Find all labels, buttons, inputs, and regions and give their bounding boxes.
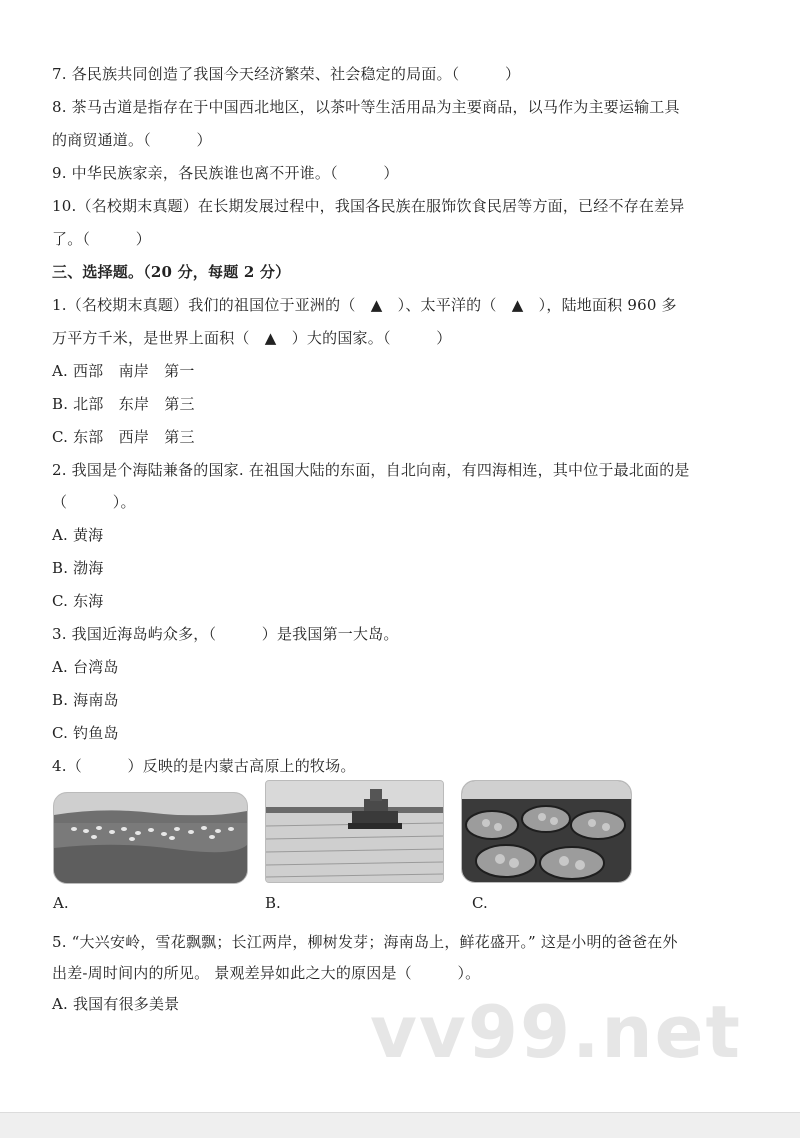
- question-5-option-a: A. 我国有很多美景: [52, 995, 180, 1013]
- photo-market-baskets: [461, 780, 632, 883]
- question-8-line-2: 的商贸通道。（ ）: [52, 131, 212, 149]
- section-title-choice: 三、选择题。（20 分，每题 2 分）: [52, 263, 291, 281]
- question-1-option-a: A. 西部 南岸 第一: [52, 362, 195, 380]
- photo-caption-a: A.: [53, 894, 69, 912]
- question-2-option-b: B. 渤海: [52, 559, 104, 577]
- question-1-option-c: C. 东部 西岸 第三: [52, 428, 195, 446]
- photo-caption-b: B.: [265, 894, 281, 912]
- question-2-option-a: A. 黄海: [52, 526, 104, 544]
- question-3-option-c: C. 钓鱼岛: [52, 724, 119, 742]
- question-2-line-1: 2. 我国是个海陆兼备的国家. 在祖国大陆的东面，自北向南，有四海相连，其中位于最北面的是: [52, 461, 690, 479]
- question-4-line-1: 4.（ ）反映的是内蒙古高原上的牧场。: [52, 757, 356, 775]
- viewer-bottom-bar: [0, 1112, 800, 1138]
- question-3-option-b: B. 海南岛: [52, 691, 119, 709]
- question-1-line-1: 1.（名校期末真题）我们的祖国位于亚洲的（ ▲ ）、太平洋的（ ▲ ），陆地面积 960 多: [52, 296, 677, 314]
- question-8-line-1: 8. 茶马古道是指存在于中国西北地区，以茶叶等生活用品为主要商品，以马作为主要运输工具: [52, 98, 680, 116]
- question-5-line-2: 出差-周时间内的所见。 景观差异如此之大的原因是（ ）。: [52, 964, 481, 982]
- question-1-option-b: B. 北部 东岸 第三: [52, 395, 195, 413]
- photo-harvester-field: [265, 780, 444, 883]
- question-10-line-2: 了。（ ）: [52, 230, 151, 248]
- question-3-option-a: A. 台湾岛: [52, 658, 119, 676]
- question-2-option-c: C. 东海: [52, 592, 104, 610]
- photo-caption-c: C.: [472, 894, 488, 912]
- question-3-line-1: 3. 我国近海岛屿众多，（ ）是我国第一大岛。: [52, 625, 399, 643]
- photo-grassland-sheep: [53, 792, 248, 884]
- question-1-line-2: 万平方千米，是世界上面积（ ▲ ）大的国家。（ ）: [52, 329, 452, 347]
- question-5-line-1: 5. “大兴安岭，雪花飘飘；长江两岸，柳树发芽；海南岛上，鲜花盛开。” 这是小明的爸爸在外: [52, 933, 678, 951]
- question-10-line-1: 10.（名校期末真题）在长期发展过程中，我国各民族在服饰饮食民居等方面，已经不存在差异: [52, 197, 685, 215]
- question-9: 9. 中华民族家亲，各民族谁也离不开谁。（ ）: [52, 164, 399, 182]
- question-2-line-2: （ ）。: [52, 493, 136, 511]
- question-7: 7. 各民族共同创造了我国今天经济繁荣、社会稳定的局面。（ ）: [52, 65, 521, 83]
- watermark: vv99.net: [370, 990, 742, 1074]
